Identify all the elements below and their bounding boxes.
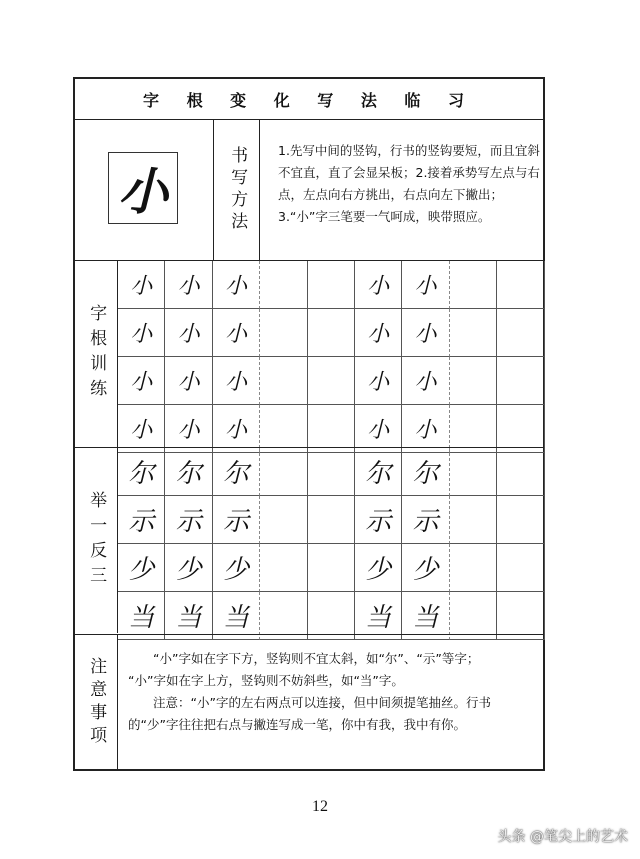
practice-cell: 小 xyxy=(165,309,212,357)
grid-row xyxy=(118,357,545,405)
practice-cell xyxy=(497,544,544,592)
practice-cell xyxy=(260,405,307,453)
practice-cell: 小 xyxy=(165,357,212,405)
practice-cell xyxy=(497,357,544,405)
practice-cell xyxy=(308,448,355,496)
notes-label-text: 注意事项 xyxy=(86,656,107,749)
practice-cell: 示 xyxy=(355,496,402,544)
practice-cell xyxy=(450,496,497,544)
practice-cell: 小 xyxy=(355,405,402,453)
practice-cell xyxy=(450,261,497,309)
practice-cell: 小 xyxy=(118,405,165,453)
practice-cell: 尔 xyxy=(165,448,212,496)
grid-row xyxy=(118,496,545,544)
practice-cell: 少 xyxy=(355,544,402,592)
worksheet-title: 字 根 变 化 写 法 临 习 xyxy=(143,90,475,110)
practice-cell: 少 xyxy=(213,544,260,592)
practice-cell: 示 xyxy=(213,496,260,544)
method-label-text: 书写方法 xyxy=(227,146,248,234)
note-line-1: “小”字如在字下方，竖钩则不宜太斜，如“尔”、“示”等字； xyxy=(153,651,480,666)
practice-cell xyxy=(308,544,355,592)
practice-cell xyxy=(260,592,307,640)
practice-cell xyxy=(260,261,307,309)
practice-cell xyxy=(308,496,355,544)
practice-cell: 尔 xyxy=(213,448,260,496)
practice-cell: 小 xyxy=(118,357,165,405)
practice-cell: 小 xyxy=(355,309,402,357)
practice-cell xyxy=(450,357,497,405)
practice-cell xyxy=(497,448,544,496)
practice-cell: 尔 xyxy=(118,448,165,496)
watermark: 头条 @笔尖上的艺术 xyxy=(497,829,628,845)
practice-cell: 当 xyxy=(402,592,449,640)
practice-cell: 当 xyxy=(213,592,260,640)
practice-cell: 小 xyxy=(402,309,449,357)
practice-cell: 小 xyxy=(402,405,449,453)
practice-cell xyxy=(450,448,497,496)
practice-cell xyxy=(260,544,307,592)
section-divider-3 xyxy=(75,634,543,635)
examples-label xyxy=(75,449,117,633)
examples-grid xyxy=(118,448,545,640)
practice-cell xyxy=(450,405,497,453)
practice-cell: 少 xyxy=(402,544,449,592)
grid-row xyxy=(118,309,545,357)
practice-cell xyxy=(260,309,307,357)
practice-cell xyxy=(450,592,497,640)
specimen-divider xyxy=(213,120,214,260)
note-line-3: 注意：“小”字的左右两点可以连接，但中间须提笔抽丝。行书的“少”字往往把右点与撇连写成一笔，你中有我，我中有你。 xyxy=(128,695,491,732)
practice-cell xyxy=(308,261,355,309)
grid-row xyxy=(118,544,545,592)
training-label xyxy=(75,262,117,446)
practice-cell xyxy=(497,309,544,357)
practice-cell: 小 xyxy=(355,261,402,309)
practice-cell xyxy=(450,309,497,357)
practice-cell xyxy=(308,405,355,453)
practice-cell: 当 xyxy=(355,592,402,640)
grid-row xyxy=(118,261,545,309)
practice-cell: 尔 xyxy=(402,448,449,496)
notes-body xyxy=(128,648,536,736)
training-label-text: 字根训练 xyxy=(86,304,107,404)
practice-cell xyxy=(308,309,355,357)
specimen-character: 小 xyxy=(118,162,168,221)
practice-cell xyxy=(308,592,355,640)
practice-cell xyxy=(497,261,544,309)
practice-cell: 示 xyxy=(165,496,212,544)
practice-cell: 示 xyxy=(118,496,165,544)
method-description: 1.先写中间的竖钩，行书的竖钩要短，而且宜斜不宜直，直了会显呆板；2.接着承势写左点与右点，左点向右方挑出，右点向左下撇出；3.“小”字三笔要一气呵成，映带照应。 xyxy=(278,143,540,224)
examples-label-text: 举一反三 xyxy=(86,491,107,591)
notes-divider xyxy=(117,635,118,770)
practice-cell: 少 xyxy=(118,544,165,592)
grid-row xyxy=(118,405,545,453)
practice-cell: 小 xyxy=(213,261,260,309)
grid-row xyxy=(118,448,545,496)
page-number: 12 xyxy=(312,798,328,815)
practice-cell xyxy=(260,448,307,496)
note-line-2: “小”字如在字上方，竖钩则不妨斜些，如“当”字。 xyxy=(128,673,404,688)
practice-cell: 小 xyxy=(355,357,402,405)
practice-cell xyxy=(260,496,307,544)
title-divider xyxy=(75,119,543,120)
practice-cell: 小 xyxy=(165,261,212,309)
practice-cell: 小 xyxy=(402,357,449,405)
practice-cell xyxy=(450,544,497,592)
practice-cell xyxy=(260,357,307,405)
practice-cell: 尔 xyxy=(355,448,402,496)
practice-cell: 少 xyxy=(165,544,212,592)
training-grid xyxy=(118,261,545,453)
practice-cell: 小 xyxy=(213,405,260,453)
practice-cell xyxy=(497,592,544,640)
practice-cell xyxy=(497,496,544,544)
practice-cell: 小 xyxy=(213,309,260,357)
practice-cell: 小 xyxy=(165,405,212,453)
practice-cell: 小 xyxy=(118,309,165,357)
practice-cell: 示 xyxy=(402,496,449,544)
practice-cell: 小 xyxy=(213,357,260,405)
grid-row xyxy=(118,592,545,640)
method-label xyxy=(215,128,259,252)
practice-cell: 小 xyxy=(118,261,165,309)
practice-cell: 小 xyxy=(402,261,449,309)
practice-cell xyxy=(308,357,355,405)
practice-cell: 当 xyxy=(118,592,165,640)
notes-label xyxy=(75,636,117,769)
method-divider xyxy=(259,120,260,260)
practice-cell xyxy=(497,405,544,453)
practice-cell: 当 xyxy=(165,592,212,640)
